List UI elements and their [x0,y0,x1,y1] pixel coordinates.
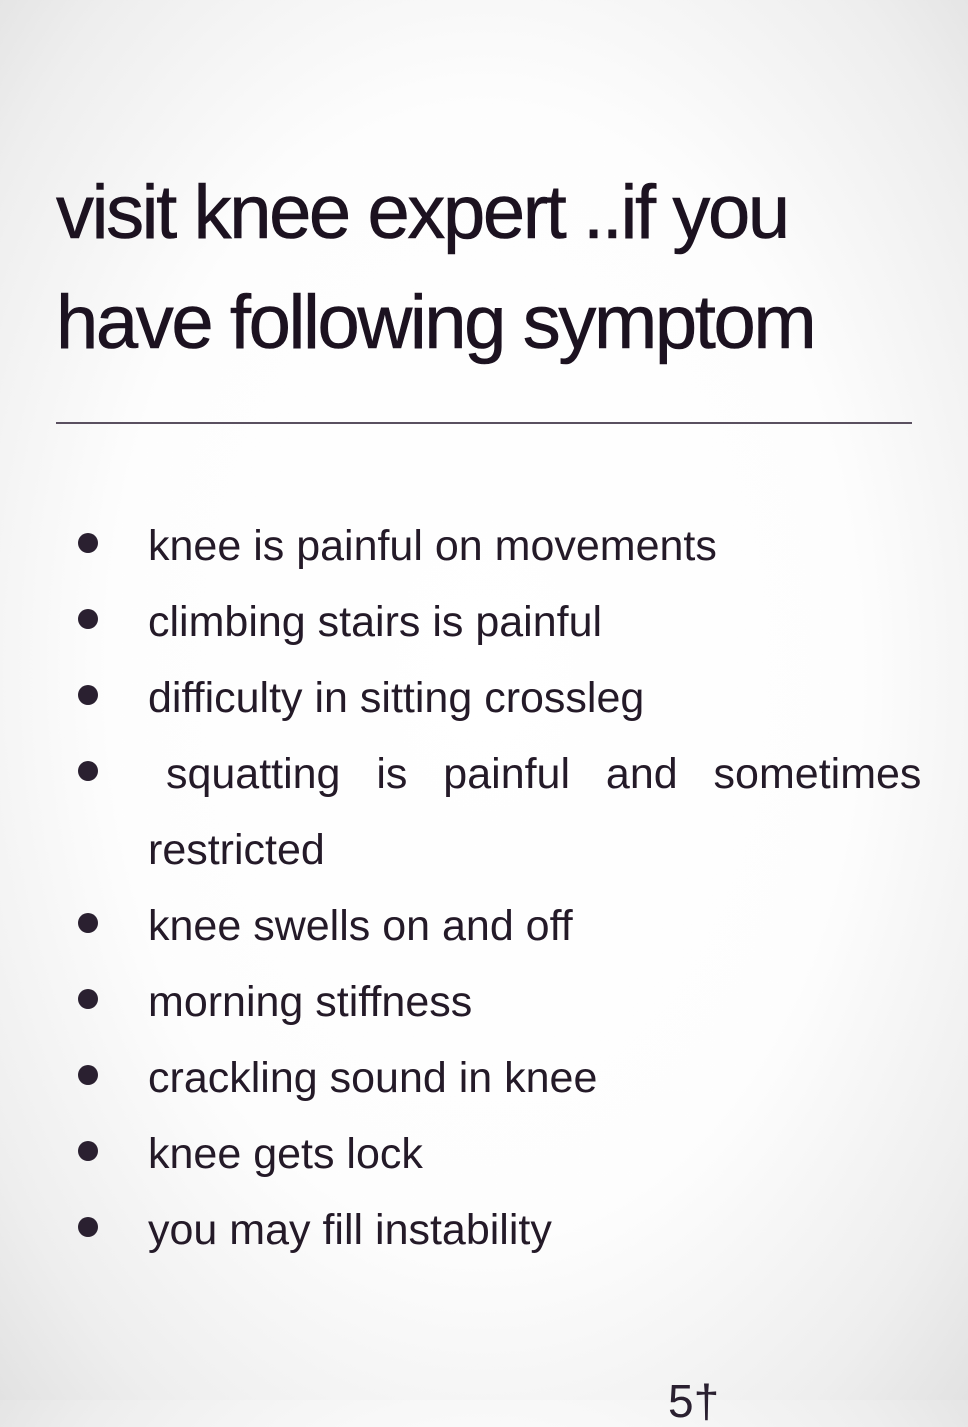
list-item [0,1116,968,1192]
list-item [0,660,968,736]
list-item-text: knee gets lock [148,1130,423,1178]
horizontal-divider [56,422,912,424]
list-item-text: climbing stairs is painful [148,598,603,646]
list-item [0,584,968,660]
list-item-text: knee swells on and off [148,902,573,950]
bullet-icon [78,609,98,629]
list-item [0,964,968,1040]
next-page-partial-text: 5† [668,1375,720,1427]
list-item-text: knee is painful on movements [148,522,717,570]
symptom-list [0,508,968,1268]
bullet-icon [78,533,98,553]
list-item-text: squatting is painful and sometimes [148,750,922,798]
bullet-icon [78,761,98,781]
title-line-2: have following symptom [56,280,815,365]
list-item [0,888,968,964]
page-title [56,158,936,378]
list-item-text: morning stiffness [148,978,473,1026]
bullet-icon [78,685,98,705]
bullet-icon [78,1141,98,1161]
title-line-1: visit knee expert ..if you [56,170,788,255]
list-item-text-continuation: restricted [148,826,325,874]
list-item [0,736,968,888]
list-item-text: crackling sound in knee [148,1054,598,1102]
bullet-icon [78,1065,98,1085]
bullet-icon [78,1217,98,1237]
bullet-icon [78,913,98,933]
bullet-icon [78,989,98,1009]
list-item [0,508,968,584]
list-item [0,1040,968,1116]
list-item [0,1192,968,1268]
list-item-text: difficulty in sitting crossleg [148,674,645,722]
list-item-text: you may fill instability [148,1206,552,1254]
